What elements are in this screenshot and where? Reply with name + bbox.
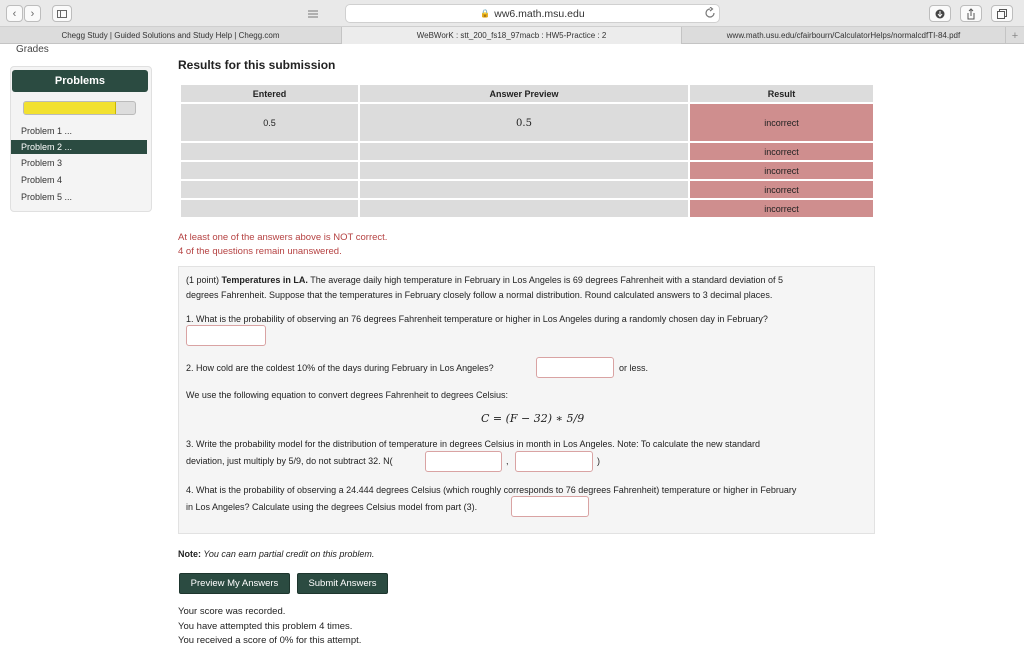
answers-status [178,231,387,259]
lock-icon: 🔒 [480,9,491,18]
grades-link[interactable]: Grades [16,44,49,55]
sidebar-title: Problems [12,70,148,92]
tab-bar [0,27,1024,44]
question-1-text: 1. What is the probability of observing an 76 degrees Fahrenheit temperature or higher in Los Angeles during a randomly chosen day in February? [186,314,768,324]
question-3-comma: , [506,456,509,466]
preview-answers-button[interactable]: Preview My Answers [179,573,290,594]
sidebar-toggle-icon[interactable] [52,5,72,22]
preview-cell [360,200,688,217]
preview-cell [360,181,688,198]
reader-icon[interactable] [307,8,319,22]
note-label: Note: [178,549,201,559]
tabs-overview-icon[interactable] [991,5,1013,22]
entered-cell [181,200,358,217]
tab-chegg[interactable] [0,27,342,44]
tab-label: Chegg Study | Guided Solutions and Study Help | Chegg.com [61,31,280,40]
question-3-line-1: 3. Write the probability model for the distribution of temperature in degrees Celsius in month in Los Angeles. Note: To calculate the new standard [186,439,760,449]
sidebar-item-problem-5[interactable]: Problem 5 ... [21,192,73,202]
preview-cell [360,143,688,160]
entered-cell: 0.5 [181,104,358,141]
results-heading: Results for this submission [178,58,336,72]
partial-credit-note [178,549,374,559]
result-cell: incorrect [690,200,873,217]
result-cell: incorrect [690,162,873,179]
progress-bar [23,101,136,115]
sidebar-item-problem-4[interactable]: Problem 4 [21,175,63,185]
question-4-line-1: 4. What is the probability of observing a 24.444 degrees Celsius (which roughly corresponds to 76 degrees Fahrenheit) temperature or higher in February [186,485,797,495]
sidebar-item-problem-2[interactable]: Problem 2 ... [11,140,147,154]
entered-cell [181,143,358,160]
preview-cell [360,162,688,179]
answer-2-input[interactable] [536,357,614,378]
problem-intro-line-1 [186,275,783,285]
table-row [181,200,873,217]
new-tab-button[interactable] [1006,27,1024,44]
table-row [181,181,873,198]
forward-icon[interactable]: › [24,5,41,22]
conversion-formula: C = (F − 32) ∗ 5/9 [481,412,585,425]
unanswered-message: 4 of the questions remain unanswered. [178,246,342,257]
header-answer-preview: Answer Preview [360,85,688,102]
entered-cell [181,162,358,179]
entered-cell [181,181,358,198]
tab-label: www.math.usu.edu/cfairbourn/CalculatorHelps/normalcdfTI-84.pdf [726,31,961,40]
not-correct-message: At least one of the answers above is NOT correct. [178,232,388,243]
table-row [181,162,873,179]
table-header-row [181,85,873,102]
note-text: You can earn partial credit on this problem. [201,549,375,559]
equation-intro: We use the following equation to convert degrees Fahrenheit to degrees Celsius: [186,390,509,400]
table-row [181,104,873,141]
table-row [181,143,873,160]
attempt-score: You received a score of 0% for this attempt. [178,635,362,646]
new-tab-label: + [1011,29,1019,42]
question-2-suffix: or less. [619,363,649,373]
submit-answers-button[interactable]: Submit Answers [297,573,388,594]
progress-fill [24,102,116,114]
sidebar-item-problem-1[interactable]: Problem 1 ... [21,126,73,136]
preview-cell: 0.5 [360,104,688,141]
problem-body [178,266,875,534]
browser-toolbar [0,0,1024,27]
results-table [179,83,875,219]
question-2-text: 2. How cold are the coldest 10% of the days during February in Los Angeles? [186,363,494,373]
question-3-line-2: deviation, just multiply by 5/9, do not subtract 32. N( [186,456,393,466]
question-4-line-2: in Los Angeles? Calculate using the degrees Celsius model from part (3). [186,502,478,512]
share-icon[interactable] [960,5,982,22]
score-info [178,605,361,649]
back-icon[interactable]: ‹ [6,5,23,22]
result-cell: incorrect [690,104,873,141]
answer-3-mean-input[interactable] [425,451,502,472]
answer-1-input[interactable] [186,325,266,346]
answer-4-input[interactable] [511,496,589,517]
result-cell: incorrect [690,181,873,198]
result-cell: incorrect [690,143,873,160]
score-recorded: Your score was recorded. [178,606,286,617]
question-3-close: ) [597,456,600,466]
header-result: Result [690,85,873,102]
tab-pdf[interactable] [682,27,1006,44]
problem-intro-line-2: degrees Fahrenheit. Suppose that the temperatures in February closely follow a normal distribution. Round calculated answers to 3 decimal places. [186,290,773,300]
reload-icon[interactable] [704,7,716,22]
problems-sidebar [10,66,152,212]
tab-label: WeBWorK : stt_200_fs18_97macb : HW5-Practice : 2 [416,31,607,40]
sidebar-item-problem-3[interactable]: Problem 3 [21,158,63,168]
problem-title: Temperatures in LA. [221,275,308,285]
problem-points: (1 point) [186,275,222,285]
attempt-count: You have attempted this problem 4 times. [178,620,353,632]
problem-intro-text: The average daily high temperature in February in Los Angeles is 69 degrees Fahrenheit with a standard deviation of 5 [307,275,784,285]
url-text: ww6.math.msu.edu [494,7,585,20]
header-entered: Entered [181,85,358,102]
answer-3-sd-input[interactable] [515,451,593,472]
tab-webwork[interactable] [342,27,682,44]
download-icon[interactable] [929,5,951,22]
address-bar[interactable] [345,4,720,23]
